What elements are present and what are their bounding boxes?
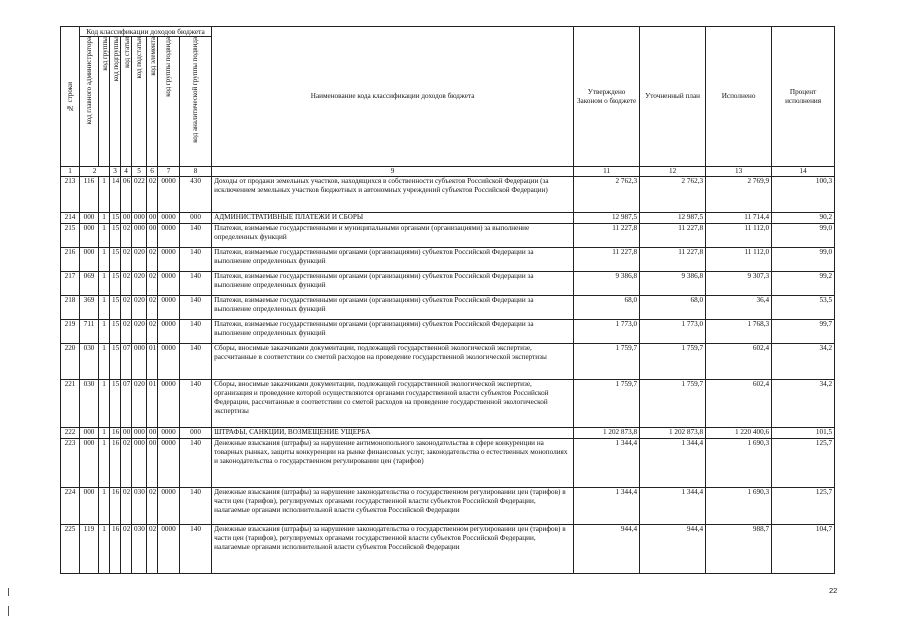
cell-name: Денежные взыскания (штрафы) за нарушение законодательства о государственном регулировании цен (тарифов) в части цен (тарифов), регулируемых органами государственной власти субъектов Российской Федерации, налагаемые органами исполнительной власти субъектов Российской Федерации [212,488,574,525]
cell-adm: 369 [80,296,99,320]
col-group-code: код группы [99,37,110,167]
cell-sub: 15 [110,248,121,272]
cell-pct: 53,5 [772,296,835,320]
table-row [61,380,835,428]
cell-el: 02 [147,177,158,213]
margin-mark [8,588,9,596]
index-cell: 1 [61,167,80,177]
cell-el: 02 [147,488,158,525]
table-row [61,439,835,488]
cell-appr: 11 227,8 [574,248,640,272]
cell-appr: 944,4 [574,525,640,574]
cell-grp: 1 [99,428,110,439]
cell-grp: 1 [99,296,110,320]
cell-an: 140 [180,439,212,488]
cell-art: 07 [121,344,132,380]
cell-n: 214 [61,213,80,224]
col-analytic-group-code: код аналитической группы подвида [180,37,212,167]
index-cell: 12 [640,167,706,177]
cell-pgrp: 0000 [158,213,180,224]
cell-n: 213 [61,177,80,213]
cell-pct: 90,2 [772,213,835,224]
cell-an: 140 [180,488,212,525]
cell-sub: 16 [110,525,121,574]
cell-n: 219 [61,320,80,344]
cell-n: 224 [61,488,80,525]
cell-name: Денежные взыскания (штрафы) за нарушение законодательства о государственном регулировании цен (тарифов) в части цен (тарифов), регулируемых органами государственной власти субъектов Российской Федерации, налагаемые органами исполнительной власти субъектов Российской Федерации [212,525,574,574]
cell-grp: 1 [99,224,110,248]
cell-exec: 988,7 [706,525,772,574]
cell-exec: 11 112,0 [706,224,772,248]
cell-n: 225 [61,525,80,574]
index-cell: 7 [158,167,180,177]
table-row [61,224,835,248]
cell-appr: 2 762,3 [574,177,640,213]
cell-pgrp: 0000 [158,296,180,320]
cell-sub: 15 [110,213,121,224]
cell-appr: 1 202 873,8 [574,428,640,439]
cell-sub: 16 [110,488,121,525]
cell-pgrp: 0000 [158,177,180,213]
cell-sub: 15 [110,320,121,344]
cell-pct: 99,7 [772,320,835,344]
group-title: Код классификации доходов бюджета [80,27,212,37]
cell-plan: 2 762,3 [640,177,706,213]
page-number: 22 [829,586,838,595]
cell-appr: 12 987,5 [574,213,640,224]
cell-adm: 119 [80,525,99,574]
cell-el: 00 [147,428,158,439]
cell-grp: 1 [99,525,110,574]
column-index-row [61,167,835,177]
cell-pgrp: 0000 [158,272,180,296]
cell-grp: 1 [99,439,110,488]
table-row [61,320,835,344]
cell-appr: 1 344,4 [574,488,640,525]
cell-subart: 030 [132,525,147,574]
cell-plan: 68,0 [640,296,706,320]
cell-plan: 1 344,4 [640,488,706,525]
cell-n: 215 [61,224,80,248]
index-cell: 13 [706,167,772,177]
table-row [61,213,835,224]
cell-grp: 1 [99,177,110,213]
cell-name: Сборы, вносимые заказчиками документации, подлежащей государственной экологической экспертизе, организация и проведение которой осуществляются органами государственной власти субъектов Российской Федерации, рассчитанные в соответствии со сметой расходов на проведение государственной экологической экспертизы [212,380,574,428]
cell-el: 02 [147,272,158,296]
table-row [61,248,835,272]
cell-grp: 1 [99,380,110,428]
cell-subart: 000 [132,213,147,224]
cell-art: 00 [121,213,132,224]
cell-appr: 9 386,8 [574,272,640,296]
cell-sub: 15 [110,380,121,428]
cell-adm: 000 [80,439,99,488]
cell-sub: 15 [110,296,121,320]
table-row [61,525,835,574]
cell-el: 00 [147,224,158,248]
cell-pct: 99,0 [772,248,835,272]
cell-subart: 000 [132,439,147,488]
cell-art: 02 [121,488,132,525]
table-body [61,177,835,574]
cell-grp: 1 [99,344,110,380]
cell-plan: 12 987,5 [640,213,706,224]
index-cell: 6 [147,167,158,177]
cell-art: 02 [121,272,132,296]
col-row-number: № строки [61,27,80,167]
cell-el: 00 [147,213,158,224]
col-executed: Исполнено [706,27,772,167]
cell-exec: 2 769,9 [706,177,772,213]
cell-el: 02 [147,525,158,574]
cell-pct: 34,2 [772,344,835,380]
col-approved: Утверждено Законом о бюджете [574,27,640,167]
cell-pgrp: 0000 [158,525,180,574]
index-cell: 4 [121,167,132,177]
cell-subart: 020 [132,380,147,428]
col-admin-code: код главного администратора [80,37,99,167]
cell-an: 140 [180,320,212,344]
cell-pgrp: 0000 [158,224,180,248]
cell-subart: 020 [132,248,147,272]
cell-pgrp: 0000 [158,488,180,525]
cell-exec: 1 690,3 [706,488,772,525]
cell-pgrp: 0000 [158,344,180,380]
cell-pct: 34,2 [772,380,835,428]
table-row [61,344,835,380]
cell-plan: 11 227,8 [640,248,706,272]
index-cell: 8 [180,167,212,177]
cell-subart: 022 [132,177,147,213]
table-row [61,177,835,213]
col-element-code: код элемента [147,37,158,167]
cell-n: 222 [61,428,80,439]
cell-an: 000 [180,428,212,439]
cell-art: 07 [121,380,132,428]
cell-plan: 1 773,0 [640,320,706,344]
cell-appr: 68,0 [574,296,640,320]
cell-name: ШТРАФЫ, САНКЦИИ, ВОЗМЕЩЕНИЕ УЩЕРБА [212,428,574,439]
cell-pct: 125,7 [772,439,835,488]
cell-name: Платежи, взимаемые государственными органами (организациями) субъектов Российской Федерации за выполнение определенных функций [212,248,574,272]
cell-exec: 11 112,0 [706,248,772,272]
cell-el: 02 [147,248,158,272]
cell-name: Платежи, взимаемые государственными органами (организациями) субъектов Российской Федерации за выполнение определенных функций [212,320,574,344]
cell-art: 02 [121,320,132,344]
cell-an: 140 [180,224,212,248]
cell-adm: 116 [80,177,99,213]
cell-plan: 9 386,8 [640,272,706,296]
index-cell: 5 [132,167,147,177]
index-cell: 9 [212,167,574,177]
cell-plan: 11 227,8 [640,224,706,248]
cell-sub: 16 [110,439,121,488]
cell-adm: 711 [80,320,99,344]
cell-exec: 36,4 [706,296,772,320]
cell-grp: 1 [99,320,110,344]
cell-pct: 99,0 [772,224,835,248]
cell-n: 221 [61,380,80,428]
cell-adm: 030 [80,380,99,428]
cell-art: 02 [121,296,132,320]
cell-adm: 000 [80,488,99,525]
cell-adm: 000 [80,213,99,224]
cell-subart: 030 [132,488,147,525]
cell-sub: 15 [110,224,121,248]
cell-exec: 1 220 400,6 [706,428,772,439]
col-subarticle-code: код подстатьи [132,37,147,167]
cell-art: 00 [121,428,132,439]
col-subtype-group-code: код группы подвида [158,37,180,167]
cell-an: 430 [180,177,212,213]
cell-grp: 1 [99,272,110,296]
cell-n: 220 [61,344,80,380]
cell-adm: 069 [80,272,99,296]
cell-appr: 1 344,4 [574,439,640,488]
cell-an: 140 [180,296,212,320]
cell-subart: 020 [132,320,147,344]
cell-plan: 1 202 873,8 [640,428,706,439]
cell-appr: 1 773,0 [574,320,640,344]
cell-exec: 11 714,4 [706,213,772,224]
cell-art: 02 [121,224,132,248]
cell-name: Денежные взыскания (штрафы) за нарушение антимонопольного законодательства в сфере конкуренции на товарных рынках, защиты конкуренции на рынке финансовых услуг, законодательства о естественных монополиях и законодательства о государственном регулировании цен (тарифов) [212,439,574,488]
cell-pct: 99,2 [772,272,835,296]
cell-adm: 000 [80,428,99,439]
cell-adm: 000 [80,224,99,248]
cell-adm: 030 [80,344,99,380]
cell-an: 140 [180,272,212,296]
col-subgroup-code: код подгруппы [110,37,121,167]
cell-adm: 000 [80,248,99,272]
cell-name: Доходы от продажи земельных участков, находящихся в собственности субъектов Российской Федерации (за исключением земельных участков бюджетных и автономных учреждений субъектов Российской Федерации) [212,177,574,213]
col-percent: Процент исполнения [772,27,835,167]
index-cell: 2 [80,167,110,177]
cell-subart: 000 [132,428,147,439]
cell-el: 01 [147,380,158,428]
cell-pct: 104,7 [772,525,835,574]
cell-n: 223 [61,439,80,488]
cell-an: 140 [180,248,212,272]
cell-el: 00 [147,439,158,488]
table-row [61,272,835,296]
cell-plan: 1 344,4 [640,439,706,488]
cell-pgrp: 0000 [158,248,180,272]
cell-name: Платежи, взимаемые государственными и муниципальными органами (организациями) за выполнение определенных функций [212,224,574,248]
cell-pgrp: 0000 [158,439,180,488]
cell-pgrp: 0000 [158,320,180,344]
col-name: Наименование кода классификации доходов бюджета [212,27,574,167]
header-group-row [61,27,835,37]
cell-an: 000 [180,213,212,224]
cell-name: АДМИНИСТРАТИВНЫЕ ПЛАТЕЖИ И СБОРЫ [212,213,574,224]
index-cell: 3 [110,167,121,177]
table-row [61,488,835,525]
cell-n: 216 [61,248,80,272]
col-plan: Уточненный план [640,27,706,167]
cell-an: 140 [180,344,212,380]
cell-grp: 1 [99,213,110,224]
cell-art: 02 [121,248,132,272]
cell-art: 06 [121,177,132,213]
table-row [61,428,835,439]
cell-appr: 1 759,7 [574,380,640,428]
cell-sub: 15 [110,272,121,296]
cell-grp: 1 [99,248,110,272]
table-row [61,296,835,320]
cell-pct: 100,3 [772,177,835,213]
cell-subart: 000 [132,224,147,248]
cell-plan: 1 759,7 [640,344,706,380]
cell-sub: 14 [110,177,121,213]
index-cell: 14 [772,167,835,177]
cell-subart: 000 [132,344,147,380]
cell-plan: 1 759,7 [640,380,706,428]
cell-exec: 9 307,3 [706,272,772,296]
margin-mark [8,606,9,616]
cell-an: 140 [180,380,212,428]
cell-subart: 020 [132,296,147,320]
cell-name: Платежи, взимаемые государственными органами (организациями) субъектов Российской Федерации за выполнение определенных функций [212,296,574,320]
cell-exec: 1 768,3 [706,320,772,344]
cell-pct: 125,7 [772,488,835,525]
cell-n: 218 [61,296,80,320]
cell-pgrp: 0000 [158,428,180,439]
cell-grp: 1 [99,488,110,525]
cell-sub: 16 [110,428,121,439]
cell-name: Сборы, вносимые заказчиками документации, подлежащей государственной экологической экспертизе, рассчитанные в соответствии со сметой расходов на проведение государственной экологической экспертизы [212,344,574,380]
cell-sub: 15 [110,344,121,380]
index-cell: 11 [574,167,640,177]
cell-exec: 1 690,3 [706,439,772,488]
cell-exec: 602,4 [706,380,772,428]
cell-art: 02 [121,439,132,488]
cell-plan: 944,4 [640,525,706,574]
cell-appr: 1 759,7 [574,344,640,380]
cell-el: 02 [147,320,158,344]
cell-el: 02 [147,296,158,320]
cell-an: 140 [180,525,212,574]
budget-revenue-table [60,26,835,574]
cell-art: 02 [121,525,132,574]
cell-pgrp: 0000 [158,380,180,428]
cell-exec: 602,4 [706,344,772,380]
cell-el: 01 [147,344,158,380]
cell-n: 217 [61,272,80,296]
cell-pct: 101,5 [772,428,835,439]
cell-name: Платежи, взимаемые государственными органами (организациями) субъектов Российской Федерации за выполнение определенных функций [212,272,574,296]
cell-subart: 020 [132,272,147,296]
cell-appr: 11 227,8 [574,224,640,248]
col-article-code: код статьи [121,37,132,167]
